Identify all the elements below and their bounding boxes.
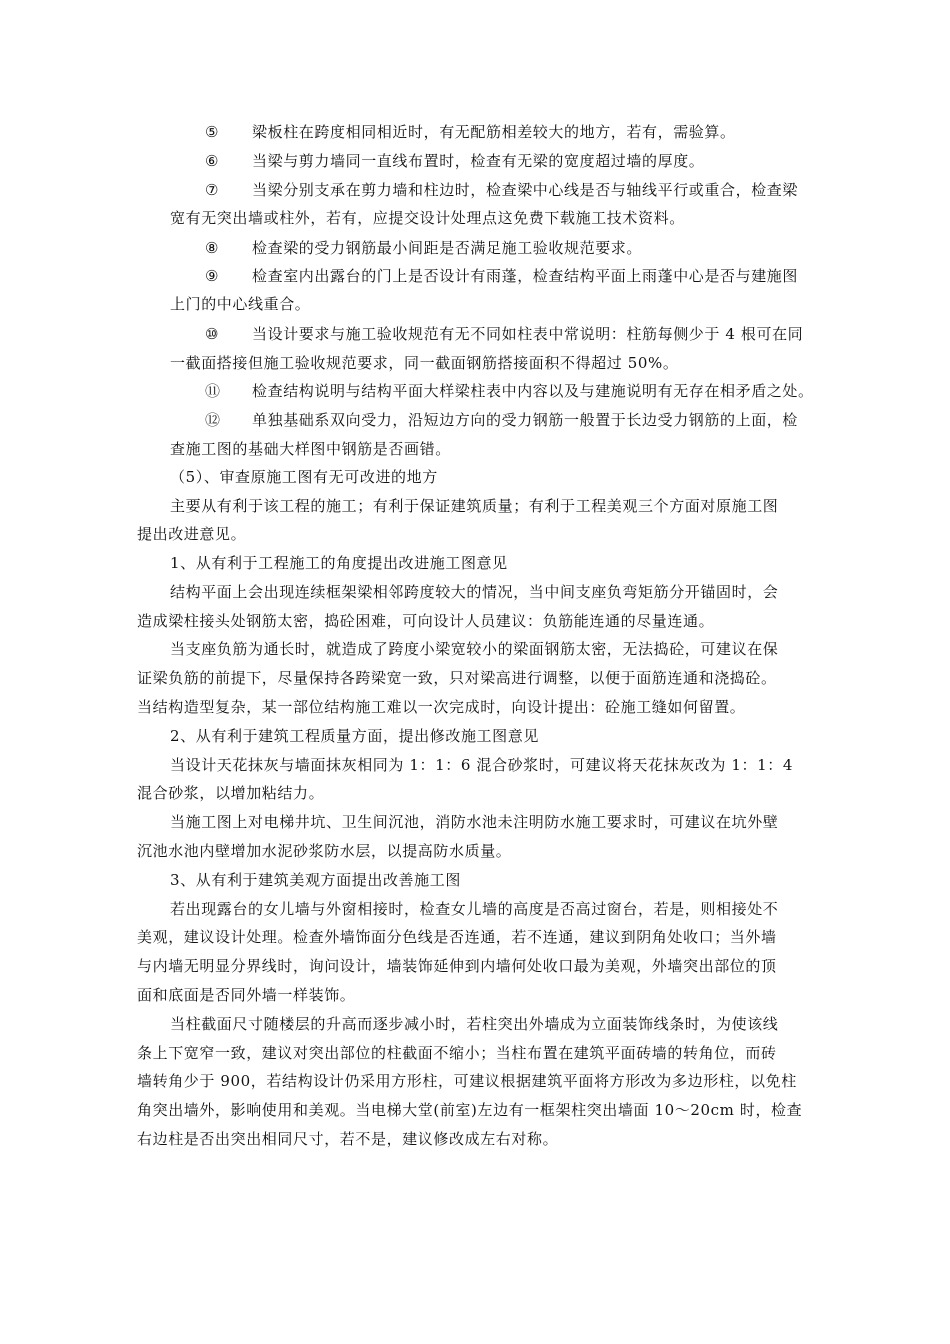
item-text-line: 当梁与剪力墙同一直线布置时，检查有无梁的宽度超过墙的厚度。 [252,152,705,170]
paragraph-line: 沉池水池内壁增加水泥砂浆防水层，以提高防水质量。 [137,842,512,860]
paragraph-line: 角突出墙外，影响使用和美观。当电梯大堂(前室)左边有一框架柱突出墙面 10～20cm 时，检查 [137,1101,803,1119]
item-number: ⑤ [205,123,219,141]
item-text-line: 当梁分别支承在剪力墙和柱边时，检查梁中心线是否与轴线平行或重合，检查梁 [252,181,799,199]
paragraph-line: 与内墙无明显分界线时，询问设计，墙装饰延伸到内墙何处收口最为美观，外墙突出部位的顶 [137,957,777,975]
paragraph-line: 当支座负筋为通长时，就造成了跨度小梁宽较小的梁面钢筋太密，无法捣砼，可建议在保 [170,640,779,658]
item-text-line: 单独基础系双向受力，沿短边方向的受力钢筋一般置于长边受力钢筋的上面，检 [252,411,799,429]
item-number: ⑫ [205,411,221,429]
item-number: ⑪ [205,382,221,400]
item-number: ⑦ [205,181,219,199]
paragraph-line: 造成梁柱接头处钢筋太密，捣砼困难，可向设计人员建议：负筋能连通的尽量连通。 [137,612,715,630]
subsection-heading: 1、从有利于工程施工的角度提出改进施工图意见 [170,554,508,572]
subsection-heading: 2、从有利于建筑工程质量方面，提出修改施工图意见 [170,727,539,745]
paragraph-line: 证梁负筋的前提下，尽量保持各跨梁宽一致，只对梁高进行调整，以便于面筋连通和浇捣砼。 [137,669,777,687]
item-text-line: 上门的中心线重合。 [170,295,311,313]
paragraph-line: 墙转角少于 900，若结构设计仍采用方形柱，可建议根据建筑平面将方形改为多边形柱，以免柱 [137,1072,797,1090]
paragraph-line: 面和底面是否同外墙一样装饰。 [137,986,356,1004]
paragraph-line: 提出改进意见。 [137,525,247,543]
paragraph-line: 当施工图上对电梯井坑、卫生间沉池，消防水池未注明防水施工要求时，可建议在坑外壁 [170,813,779,831]
item-text-line: 当设计要求与施工验收规范有无不同如柱表中常说明：柱筋每侧少于 4 根可在同 [252,325,804,343]
item-text-line: 梁板柱在跨度相同相近时，有无配筋相差较大的地方，若有，需验算。 [252,123,736,141]
paragraph-line: 条上下宽窄一致，建议对突出部位的柱截面不缩小；当柱布置在建筑平面砖墙的转角位，而砖 [137,1044,777,1062]
item-number: ⑩ [205,325,219,343]
paragraph-line: 混合砂浆，以增加粘结力。 [137,784,325,802]
item-text-line: 一截面搭接但施工验收规范要求，同一截面钢筋搭接面积不得超过 50%。 [170,354,679,372]
item-text-line: 检查室内出露台的门上是否设计有雨蓬，检查结构平面上雨蓬中心是否与建施图 [252,267,799,285]
paragraph-line: 若出现露台的女儿墙与外窗相接时，检查女儿墙的高度是否高过窗台，若是，则相接处不 [170,900,779,918]
item-text-line: 检查结构说明与结构平面大样梁柱表中内容以及与建施说明有无存在相矛盾之处。 [252,382,814,400]
item-number: ⑧ [205,239,219,257]
paragraph-line: 主要从有利于该工程的施工；有利于保证建筑质量；有利于工程美观三个方面对原施工图 [170,497,779,515]
paragraph-line: 右边柱是否出突出相同尺寸，若不是，建议修改成左右对称。 [137,1130,559,1148]
paragraph-line: 结构平面上会出现连续框架梁相邻跨度较大的情况，当中间支座负弯矩筋分开锚固时，会 [170,583,779,601]
paragraph-line: 美观，建议设计处理。检查外墙饰面分色线是否连通，若不连通，建议到阴角处收口；当外墙 [137,928,777,946]
paragraph-line: 当柱截面尺寸随楼层的升高而逐步减小时，若柱突出外墙成为立面装饰线条时，为使该线 [170,1015,779,1033]
subsection-heading: 3、从有利于建筑美观方面提出改善施工图 [170,871,461,889]
paragraph-line: 当设计天花抹灰与墙面抹灰相同为 1：1：6 混合砂浆时，可建议将天花抹灰改为 1：1：4 [170,756,793,774]
section-heading: （5）、审查原施工图有无可改进的地方 [170,468,438,486]
item-text-line: 查施工图的基础大样图中钢筋是否画错。 [170,440,451,458]
item-number: ⑥ [205,152,219,170]
item-text-line: 宽有无突出墙或柱外，若有，应提交设计处理点这免费下载施工技术资料。 [170,209,685,227]
item-number: ⑨ [205,267,219,285]
item-text-line: 检查梁的受力钢筋最小间距是否满足施工验收规范要求。 [252,239,643,257]
paragraph-line: 当结构造型复杂，某一部位结构施工难以一次完成时，向设计提出：砼施工缝如何留置。 [137,698,746,716]
